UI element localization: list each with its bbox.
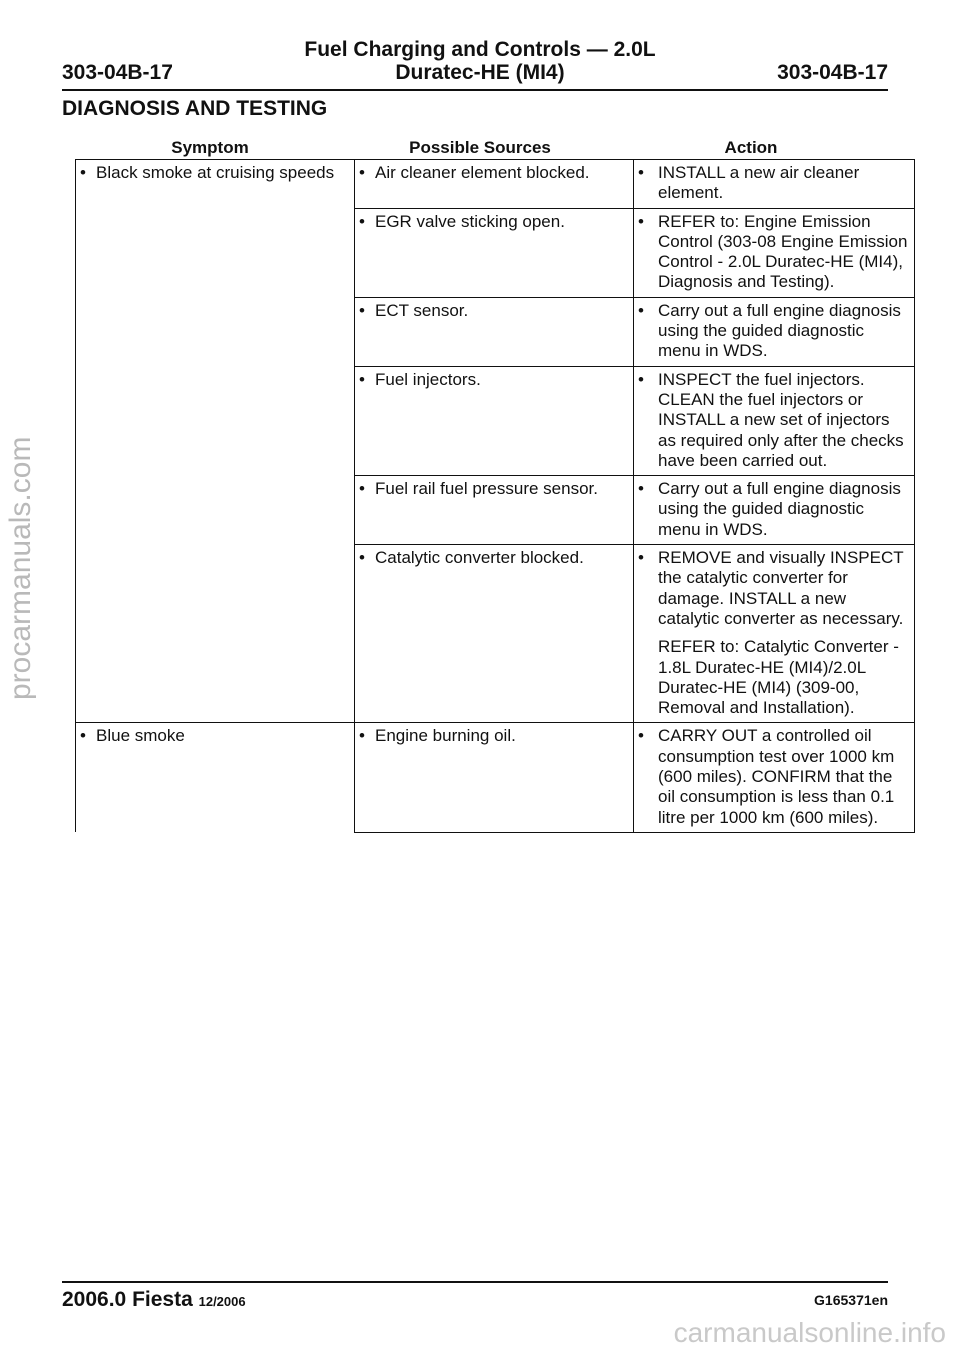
action-text: CARRY OUT a controlled oil consumption test over 1000 km (600 miles). CONFIRM that the oil consumption is less than 0.1 litre per 1000 km (600 miles). <box>658 726 895 827</box>
action-cell <box>634 723 915 832</box>
footer-model <box>62 1288 246 1314</box>
symptom-cell <box>76 366 355 475</box>
bullet-icon: • <box>638 300 644 320</box>
possible-source-cell <box>355 366 634 475</box>
action-cell <box>634 297 915 366</box>
header-rule <box>62 89 888 91</box>
bullet-icon: • <box>359 369 365 389</box>
bullet-icon: • <box>80 163 86 182</box>
bullet-icon: • <box>359 300 365 320</box>
table-row <box>76 160 915 209</box>
action-text: INSTALL a new air cleaner element. <box>658 163 860 203</box>
possible-source-text: Air cleaner element blocked. <box>375 163 590 182</box>
footer-doc-id: G165371en <box>814 1292 888 1308</box>
side-watermark: procarmanuals.com <box>4 436 37 700</box>
symptom-cell <box>76 723 355 832</box>
possible-source-cell <box>355 208 634 297</box>
page-code-right: 303-04B-17 <box>777 61 888 84</box>
column-header-sources: Possible Sources <box>409 138 551 157</box>
bottom-watermark: carmanualsonline.info <box>673 1317 946 1348</box>
possible-source-cell <box>355 297 634 366</box>
bullet-icon: • <box>359 163 365 182</box>
page-code-left: 303-04B-17 <box>62 61 173 84</box>
possible-source-text: ECT sensor. <box>375 300 469 320</box>
action-text: REMOVE and visually INSPECT the catalytic converter for damage. INSTALL a new catalytic converter as necessary. <box>658 548 904 628</box>
action-text: Carry out a full engine diagnosis using the guided diagnostic menu in WDS. <box>658 479 901 539</box>
table-row <box>76 545 915 723</box>
possible-source-cell <box>355 160 634 209</box>
bullet-icon: • <box>359 479 365 499</box>
table-row <box>76 208 915 297</box>
bullet-icon: • <box>638 211 644 231</box>
table-row <box>76 297 915 366</box>
bullet-icon: • <box>638 369 644 389</box>
column-header-action: Action <box>724 138 778 157</box>
action-cell <box>634 545 915 723</box>
possible-source-text: Engine burning oil. <box>375 726 516 746</box>
symptom-cell <box>76 476 355 545</box>
bullet-icon: • <box>80 726 86 746</box>
column-header-symptom: Symptom <box>171 138 249 157</box>
possible-source-text: Fuel injectors. <box>375 369 481 389</box>
table-row <box>76 366 915 475</box>
action-cell <box>634 476 915 545</box>
possible-source-text: EGR valve sticking open. <box>375 211 565 231</box>
symptom-cell <box>76 297 355 366</box>
footer-model-name: 2006.0 Fiesta <box>62 1288 193 1311</box>
action-text: REFER to: Catalytic Converter - 1.8L Duratec-HE (MI4)/2.0L Duratec-HE (MI4) (309-00, Removal and Installation). <box>658 637 899 718</box>
bullet-icon: • <box>638 163 644 182</box>
action-text: INSPECT the fuel injectors. CLEAN the fuel injectors or INSTALL a new set of injectors as required only after the checks have been carried out. <box>658 369 904 470</box>
symptom-cell <box>76 208 355 297</box>
header-title: Fuel Charging and Controls — 2.0L <box>304 38 656 61</box>
possible-source-text: Catalytic converter blocked. <box>375 548 584 568</box>
bullet-icon: • <box>638 479 644 499</box>
table-row <box>76 723 915 832</box>
possible-source-cell <box>355 723 634 832</box>
diagnosis-table <box>75 159 915 833</box>
table-row <box>76 476 915 545</box>
action-cell <box>634 208 915 297</box>
indent-spacer <box>638 637 648 718</box>
bullet-icon: • <box>359 211 365 231</box>
possible-source-text: Fuel rail fuel pressure sensor. <box>375 479 598 499</box>
section-heading: DIAGNOSIS AND TESTING <box>62 97 328 120</box>
bullet-icon: • <box>638 548 644 568</box>
symptom-cell <box>76 545 355 723</box>
action-cell <box>634 160 915 209</box>
action-cell <box>634 366 915 475</box>
action-text: REFER to: Engine Emission Control (303-08 Engine Emission Control - 2.0L Duratec-HE (MI4), Diagnosis and Testing). <box>658 211 908 292</box>
bullet-icon: • <box>359 726 365 746</box>
bullet-icon: • <box>359 548 365 568</box>
bullet-icon: • <box>638 726 644 746</box>
possible-source-cell <box>355 545 634 723</box>
symptom-cell <box>76 160 355 209</box>
symptom-text: Black smoke at cruising speeds <box>96 163 335 182</box>
symptom-text: Blue smoke <box>96 726 185 746</box>
action-text: Carry out a full engine diagnosis using the guided diagnostic menu in WDS. <box>658 300 901 361</box>
possible-source-cell <box>355 476 634 545</box>
header-subtitle: Duratec-HE (MI4) <box>395 61 565 84</box>
footer-date: 12/2006 <box>198 1294 246 1309</box>
footer-rule <box>62 1281 888 1283</box>
